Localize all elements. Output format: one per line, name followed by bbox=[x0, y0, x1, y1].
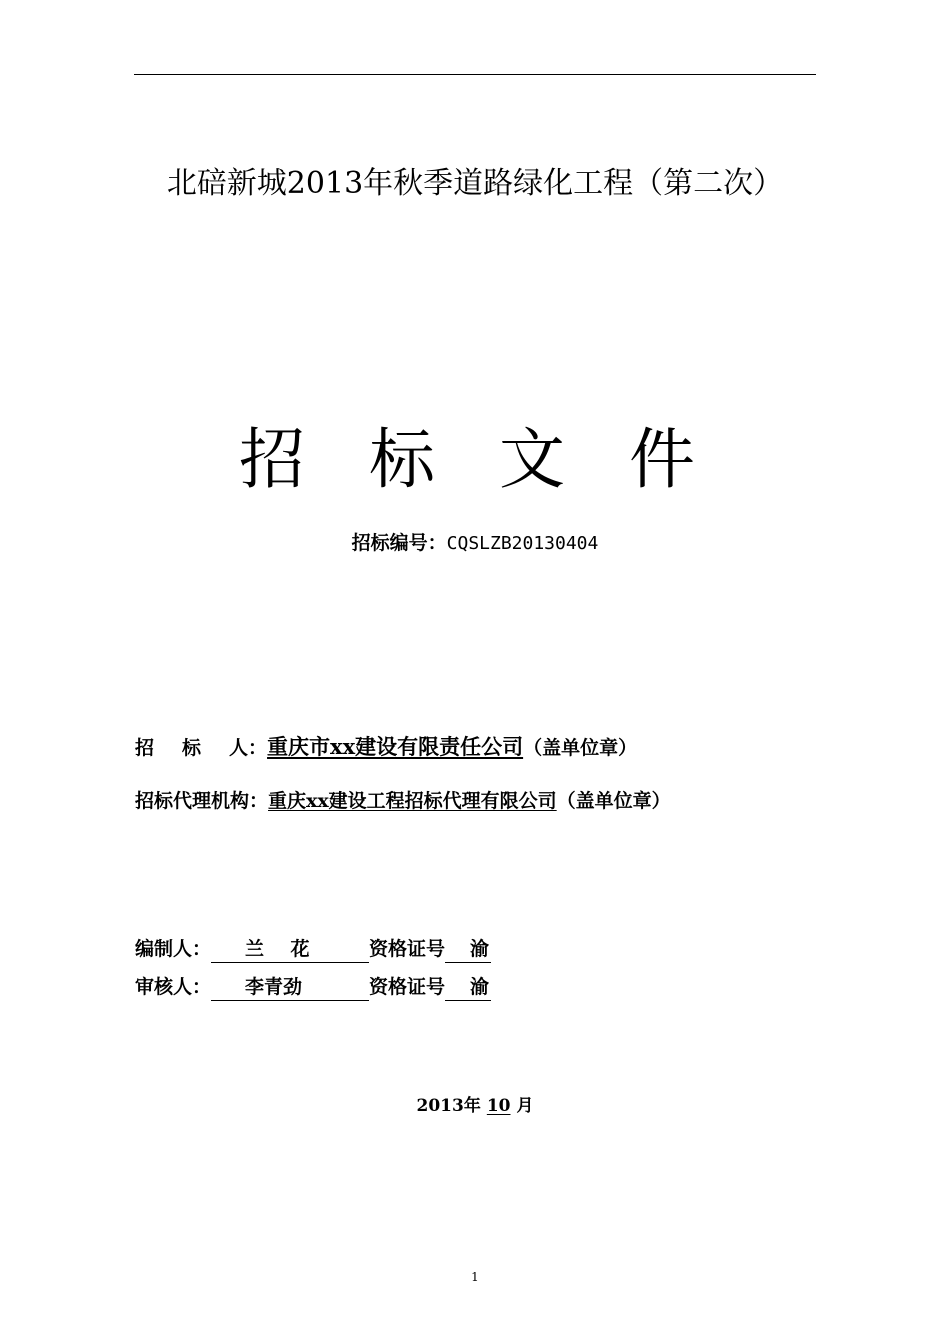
reviewer-cert-label: 资格证号 bbox=[369, 976, 446, 998]
tenderer-label-char-3: 人： bbox=[229, 737, 268, 759]
date-month-unit: 月 bbox=[516, 1096, 534, 1116]
bid-number-line bbox=[0, 528, 950, 559]
bid-number-label: 招标编号： bbox=[351, 532, 447, 554]
header-rule bbox=[134, 74, 816, 75]
project-title: 北碚新城2013年秋季道路绿化工程（第二次） bbox=[166, 166, 784, 201]
preparer-cert-value: 渝 bbox=[445, 936, 491, 963]
preparer-cert-label: 资格证号 bbox=[369, 938, 446, 960]
agency-seal: （盖单位章） bbox=[556, 790, 671, 812]
preparer-name: 兰 花 bbox=[211, 936, 369, 963]
date-line bbox=[0, 1092, 950, 1120]
tenderer-line bbox=[135, 732, 637, 763]
reviewer-name: 李青劲 bbox=[211, 974, 369, 1001]
agency-label: 招标代理机构： bbox=[135, 790, 269, 812]
date-month: 10 bbox=[486, 1096, 511, 1116]
preparer-label: 编制人： bbox=[135, 938, 212, 960]
document-title: 招标文件 bbox=[239, 421, 759, 498]
reviewer-cert-value: 渝 bbox=[445, 974, 491, 1001]
date-year: 2013 bbox=[416, 1096, 464, 1116]
reviewer-label: 审核人： bbox=[135, 976, 212, 998]
reviewer-line bbox=[135, 972, 491, 1002]
tenderer-label-char-1: 招 bbox=[135, 737, 155, 759]
date-year-unit: 年 bbox=[463, 1096, 481, 1116]
page-number: 1 bbox=[471, 1270, 479, 1284]
agency-line bbox=[135, 786, 671, 816]
tenderer-seal: （盖单位章） bbox=[523, 737, 638, 759]
bid-number-value: CQSLZB20130404 bbox=[446, 533, 599, 554]
preparer-line bbox=[135, 934, 491, 964]
agency-name: 重庆xx建设工程招标代理有限公司 bbox=[268, 790, 557, 812]
tenderer-label-char-2: 标 bbox=[182, 737, 202, 759]
tenderer-name: 重庆市xx建设有限责任公司 bbox=[267, 734, 524, 759]
